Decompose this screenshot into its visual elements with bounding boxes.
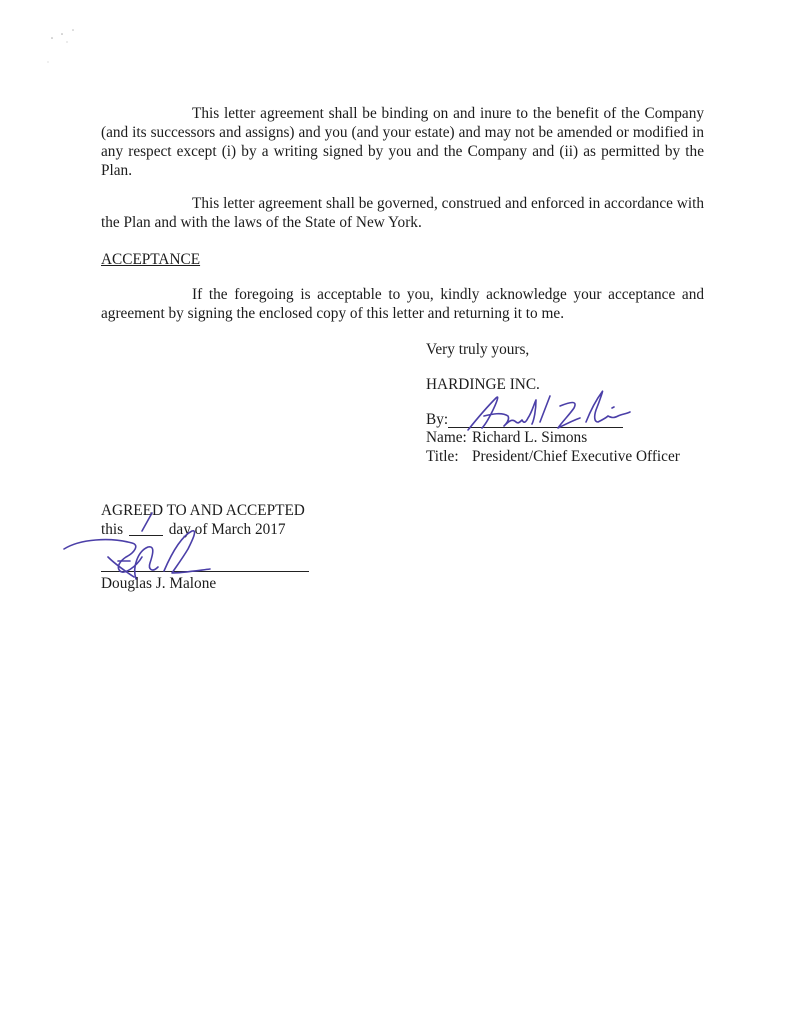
by-label: By: — [426, 411, 449, 428]
name-label: Name: — [426, 429, 467, 446]
day-suffix: day of March 2017 — [168, 521, 286, 538]
acceptance-heading: ACCEPTANCE — [101, 251, 201, 268]
closing-salutation: Very truly yours, — [426, 341, 530, 358]
this-label: this — [101, 521, 124, 538]
governing-law-paragraph — [101, 194, 704, 232]
title-label: Title: — [426, 448, 459, 465]
governing-law-text: This letter agreement shall be governed, construed and enforced in accordance with the Plan and with the laws of the State of New York. — [101, 195, 704, 231]
company-name: HARDINGE INC. — [426, 376, 540, 393]
signer-printed-name: Douglas J. Malone — [101, 575, 217, 592]
richard-simons-signature — [462, 382, 632, 438]
binding-clause-paragraph — [101, 104, 704, 180]
acceptance-paragraph — [101, 285, 704, 323]
scan-specks — [40, 20, 100, 70]
acceptance-text: If the foregoing is acceptable to you, kindly acknowledge your acceptance and agreement by signing the enclosed copy of this letter and returning it to me. — [101, 286, 704, 322]
agreed-accepted-header: AGREED TO AND ACCEPTED — [101, 502, 305, 519]
signer-name-value: Richard L. Simons — [472, 429, 588, 446]
signer-title-value: President/Chief Executive Officer — [472, 448, 680, 465]
binding-clause-text: This letter agreement shall be binding on and inure to the benefit of the Company (and its successors and assigns) and you (and your estate) and may not be amended or modified in any respect except (i) by a writing signed by you and the Company and (ii) as permitted by the Plan. — [101, 105, 704, 179]
douglas-malone-signature — [60, 527, 220, 585]
signer-title-line — [426, 447, 680, 466]
